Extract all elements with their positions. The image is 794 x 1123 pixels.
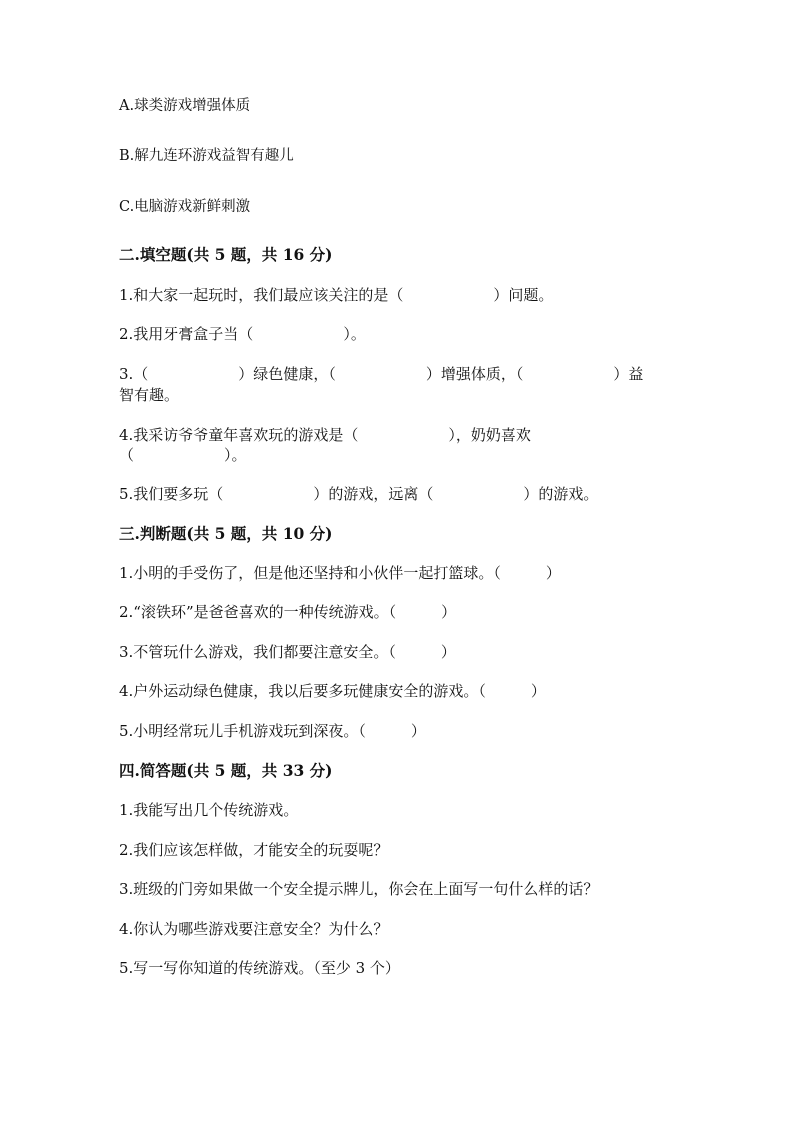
fill-blank-question-1: 1.和大家一起玩时，我们最应该关注的是（ ）问题。: [119, 286, 554, 304]
fill-blank-question-3-line2: 智有趣。: [119, 386, 180, 404]
fill-blank-question-4-line1: 4.我采访爷爷童年喜欢玩的游戏是（ ），奶奶喜欢: [119, 426, 531, 444]
fill-blank-question-4-line2: （ ）。: [119, 446, 247, 464]
option-a: A.球类游戏增强体质: [119, 98, 251, 114]
true-false-question-4: 4.户外运动绿色健康，我以后要多玩健康安全的游戏。（ ）: [119, 682, 546, 700]
true-false-question-2: 2.“滚铁环”是爸爸喜欢的一种传统游戏。（ ）: [119, 603, 457, 621]
short-answer-question-1: 1.我能写出几个传统游戏。: [119, 801, 299, 819]
short-answer-question-5: 5.写一写你知道的传统游戏。（至少 3 个）: [119, 959, 400, 977]
fill-blank-question-5: 5.我们要多玩（ ）的游戏，远离（ ）的游戏。: [119, 485, 599, 503]
short-answer-question-2: 2.我们应该怎样做，才能安全的玩耍呢？: [119, 841, 389, 859]
option-c: C.电脑游戏新鲜刺激: [119, 199, 251, 215]
section-short-answer-title: 四.简答题(共 5 题，共 33 分): [119, 761, 333, 780]
section-fill-blank-title: 二.填空题(共 5 题，共 16 分): [119, 245, 333, 264]
true-false-question-1: 1.小明的手受伤了，但是他还坚持和小伙伴一起打篮球。（ ）: [119, 564, 561, 582]
fill-blank-question-2: 2.我用牙膏盒子当（ ）。: [119, 325, 366, 343]
short-answer-question-4: 4.你认为哪些游戏要注意安全？为什么？: [119, 920, 389, 938]
fill-blank-question-3-line1: 3.（ ）绿色健康，（ ）增强体质，（ ）益: [119, 365, 644, 383]
short-answer-question-3: 3.班级的门旁如果做一个安全提示牌儿，你会在上面写一句什么样的话？: [119, 880, 599, 898]
true-false-question-3: 3.不管玩什么游戏，我们都要注意安全。（ ）: [119, 643, 456, 661]
option-b: B.解九连环游戏益智有趣儿: [119, 148, 294, 164]
section-true-false-title: 三.判断题(共 5 题，共 10 分): [119, 524, 333, 543]
true-false-question-5: 5.小明经常玩儿手机游戏玩到深夜。（ ）: [119, 722, 426, 740]
